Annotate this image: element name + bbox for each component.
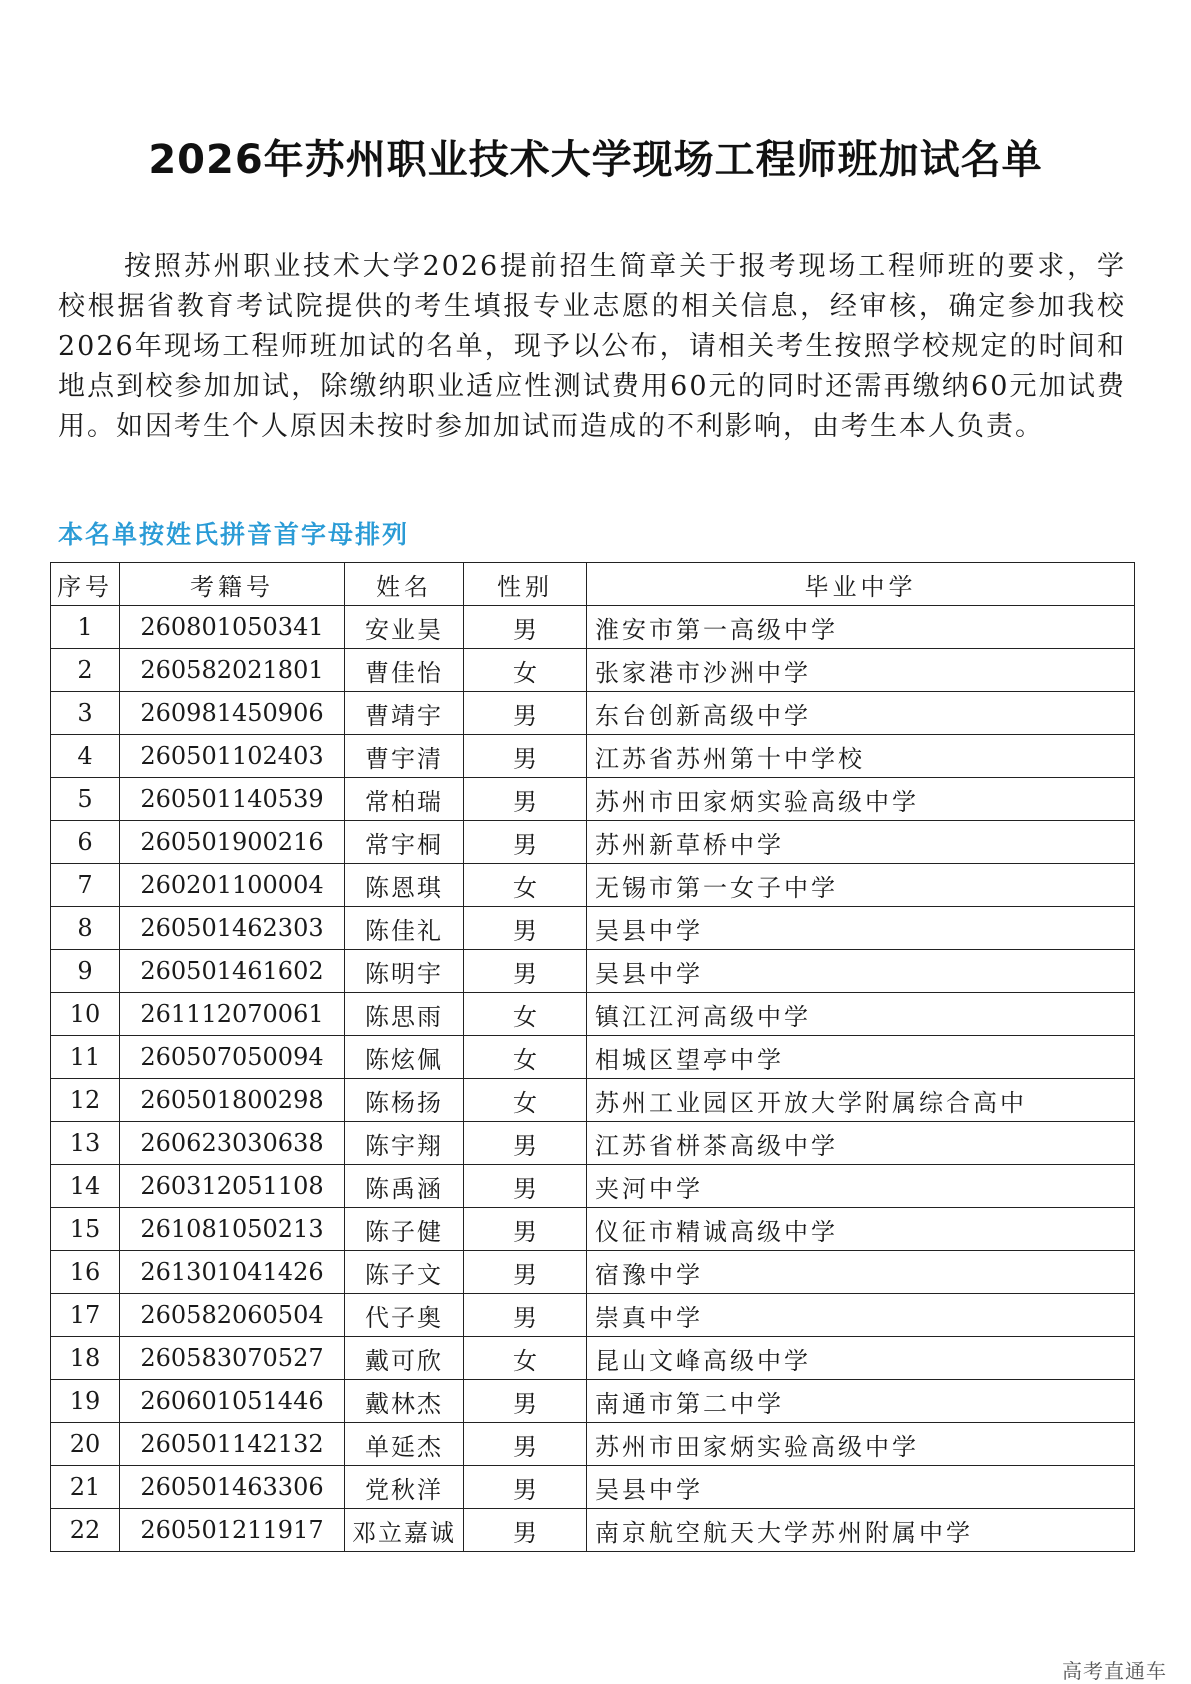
cell-no: 20 (51, 1423, 120, 1466)
cell-no: 16 (51, 1251, 120, 1294)
cell-school: 苏州新草桥中学 (587, 821, 1135, 864)
cell-no: 6 (51, 821, 120, 864)
cell-gender: 男 (464, 1509, 587, 1552)
table-row (51, 778, 1135, 821)
cell-no: 5 (51, 778, 120, 821)
cell-gender: 男 (464, 735, 587, 778)
cell-school: 苏州市田家炳实验高级中学 (587, 778, 1135, 821)
cell-exam-id: 260981450906 (120, 692, 345, 735)
cell-school: 苏州市田家炳实验高级中学 (587, 1423, 1135, 1466)
cell-name: 单延杰 (345, 1423, 464, 1466)
cell-name: 党秋洋 (345, 1466, 464, 1509)
cell-no: 18 (51, 1337, 120, 1380)
cell-no: 9 (51, 950, 120, 993)
cell-name: 戴可欣 (345, 1337, 464, 1380)
cell-gender: 男 (464, 1122, 587, 1165)
cell-gender: 女 (464, 1079, 587, 1122)
cell-no: 21 (51, 1466, 120, 1509)
cell-exam-id: 260501900216 (120, 821, 345, 864)
cell-no: 19 (51, 1380, 120, 1423)
cell-name: 邓立嘉诚 (345, 1509, 464, 1552)
cell-school: 镇江江河高级中学 (587, 993, 1135, 1036)
table-row (51, 1165, 1135, 1208)
cell-school: 南京航空航天大学苏州附属中学 (587, 1509, 1135, 1552)
cell-school: 苏州工业园区开放大学附属综合高中 (587, 1079, 1135, 1122)
cell-exam-id: 260501211917 (120, 1509, 345, 1552)
cell-exam-id: 260501463306 (120, 1466, 345, 1509)
cell-no: 15 (51, 1208, 120, 1251)
cell-exam-id: 260501142132 (120, 1423, 345, 1466)
cell-exam-id: 260801050341 (120, 606, 345, 649)
cell-no: 2 (51, 649, 120, 692)
header-no: 序号 (51, 563, 120, 606)
cell-exam-id: 260201100004 (120, 864, 345, 907)
cell-school: 无锡市第一女子中学 (587, 864, 1135, 907)
header-name: 姓名 (345, 563, 464, 606)
cell-name: 陈恩琪 (345, 864, 464, 907)
cell-school: 淮安市第一高级中学 (587, 606, 1135, 649)
cell-school: 东台创新高级中学 (587, 692, 1135, 735)
table-row (51, 993, 1135, 1036)
table-row (51, 950, 1135, 993)
cell-exam-id: 261112070061 (120, 993, 345, 1036)
cell-name: 陈子文 (345, 1251, 464, 1294)
cell-gender: 男 (464, 606, 587, 649)
cell-exam-id: 260501140539 (120, 778, 345, 821)
page-title: 2026年苏州职业技术大学现场工程师班加试名单 (148, 137, 1043, 183)
cell-no: 12 (51, 1079, 120, 1122)
cell-school: 吴县中学 (587, 950, 1135, 993)
table-row (51, 1294, 1135, 1337)
cell-name: 常柏瑞 (345, 778, 464, 821)
cell-name: 陈明宇 (345, 950, 464, 993)
cell-gender: 男 (464, 1165, 587, 1208)
cell-no: 1 (51, 606, 120, 649)
cell-name: 安业昊 (345, 606, 464, 649)
cell-school: 江苏省苏州第十中学校 (587, 735, 1135, 778)
cell-exam-id: 260501800298 (120, 1079, 345, 1122)
cell-exam-id: 260507050094 (120, 1036, 345, 1079)
cell-school: 昆山文峰高级中学 (587, 1337, 1135, 1380)
cell-gender: 男 (464, 1423, 587, 1466)
cell-name: 陈杨扬 (345, 1079, 464, 1122)
cell-no: 11 (51, 1036, 120, 1079)
cell-exam-id: 260501461602 (120, 950, 345, 993)
cell-name: 陈宇翔 (345, 1122, 464, 1165)
cell-gender: 男 (464, 1208, 587, 1251)
table-row (51, 821, 1135, 864)
table-row (51, 692, 1135, 735)
table-row (51, 735, 1135, 778)
cell-school: 江苏省栟茶高级中学 (587, 1122, 1135, 1165)
cell-name: 陈佳礼 (345, 907, 464, 950)
cell-school: 张家港市沙洲中学 (587, 649, 1135, 692)
header-gender: 性别 (464, 563, 587, 606)
cell-gender: 男 (464, 692, 587, 735)
cell-gender: 女 (464, 864, 587, 907)
cell-gender: 女 (464, 993, 587, 1036)
cell-no: 8 (51, 907, 120, 950)
table-row (51, 1122, 1135, 1165)
cell-school: 吴县中学 (587, 1466, 1135, 1509)
cell-gender: 男 (464, 1380, 587, 1423)
cell-gender: 男 (464, 950, 587, 993)
cell-no: 13 (51, 1122, 120, 1165)
cell-exam-id: 260623030638 (120, 1122, 345, 1165)
cell-exam-id: 260583070527 (120, 1337, 345, 1380)
cell-exam-id: 260582060504 (120, 1294, 345, 1337)
cell-school: 吴县中学 (587, 907, 1135, 950)
cell-gender: 女 (464, 649, 587, 692)
cell-exam-id: 260501462303 (120, 907, 345, 950)
cell-name: 曹宇清 (345, 735, 464, 778)
cell-exam-id: 261081050213 (120, 1208, 345, 1251)
cell-no: 22 (51, 1509, 120, 1552)
cell-name: 陈炫佩 (345, 1036, 464, 1079)
watermark: 高考直通车 (1062, 1659, 1167, 1683)
intro-paragraph: 按照苏州职业技术大学2026提前招生简章关于报考现场工程师班的要求，学校根据省教育考试院提供的考生填报专业志愿的相关信息，经审核，确定参加我校2026年现场工程师班加试的名单，现予以公布，请相关考生按照学校规定的时间和地点到校参加加试，除缴纳职业适应性测试费用60元的同时还需再缴纳60元加试费用。如因考生个人原因未按时参加加试而造成的不利影响，由考生本人负责。 (58, 251, 1126, 442)
header-school: 毕业中学 (587, 563, 1135, 606)
cell-no: 10 (51, 993, 120, 1036)
cell-gender: 男 (464, 1466, 587, 1509)
cell-name: 曹佳怡 (345, 649, 464, 692)
cell-name: 陈禹涵 (345, 1165, 464, 1208)
cell-exam-id: 260601051446 (120, 1380, 345, 1423)
table-row (51, 1036, 1135, 1079)
cell-gender: 男 (464, 1294, 587, 1337)
cell-gender: 男 (464, 778, 587, 821)
cell-exam-id: 260501102403 (120, 735, 345, 778)
cell-school: 夹河中学 (587, 1165, 1135, 1208)
table-row (51, 1079, 1135, 1122)
cell-name: 戴林杰 (345, 1380, 464, 1423)
cell-school: 相城区望亭中学 (587, 1036, 1135, 1079)
header-exam-id: 考籍号 (120, 563, 345, 606)
cell-no: 14 (51, 1165, 120, 1208)
cell-gender: 女 (464, 1337, 587, 1380)
cell-exam-id: 260312051108 (120, 1165, 345, 1208)
cell-exam-id: 261301041426 (120, 1251, 345, 1294)
table-row (51, 907, 1135, 950)
table-row (51, 1208, 1135, 1251)
table-header-row (51, 563, 1135, 606)
cell-school: 崇真中学 (587, 1294, 1135, 1337)
table-row (51, 1423, 1135, 1466)
cell-exam-id: 260582021801 (120, 649, 345, 692)
cell-no: 17 (51, 1294, 120, 1337)
table-row (51, 606, 1135, 649)
cell-no: 4 (51, 735, 120, 778)
cell-name: 代子奥 (345, 1294, 464, 1337)
cell-name: 常宇桐 (345, 821, 464, 864)
cell-name: 曹靖宇 (345, 692, 464, 735)
table-row (51, 1251, 1135, 1294)
table-row (51, 864, 1135, 907)
cell-name: 陈思雨 (345, 993, 464, 1036)
cell-school: 仪征市精诚高级中学 (587, 1208, 1135, 1251)
cell-gender: 男 (464, 821, 587, 864)
table-row (51, 1380, 1135, 1423)
cell-gender: 男 (464, 1251, 587, 1294)
table-row (51, 649, 1135, 692)
table-row (51, 1466, 1135, 1509)
cell-school: 宿豫中学 (587, 1251, 1135, 1294)
cell-gender: 男 (464, 907, 587, 950)
table-row (51, 1337, 1135, 1380)
table-row (51, 1509, 1135, 1552)
cell-school: 南通市第二中学 (587, 1380, 1135, 1423)
cell-name: 陈子健 (345, 1208, 464, 1251)
cell-gender: 女 (464, 1036, 587, 1079)
table-body (51, 606, 1135, 1552)
sort-note: 本名单按姓氏拼音首字母排列 (58, 520, 410, 549)
candidate-table (50, 562, 1135, 1552)
cell-no: 3 (51, 692, 120, 735)
cell-no: 7 (51, 864, 120, 907)
